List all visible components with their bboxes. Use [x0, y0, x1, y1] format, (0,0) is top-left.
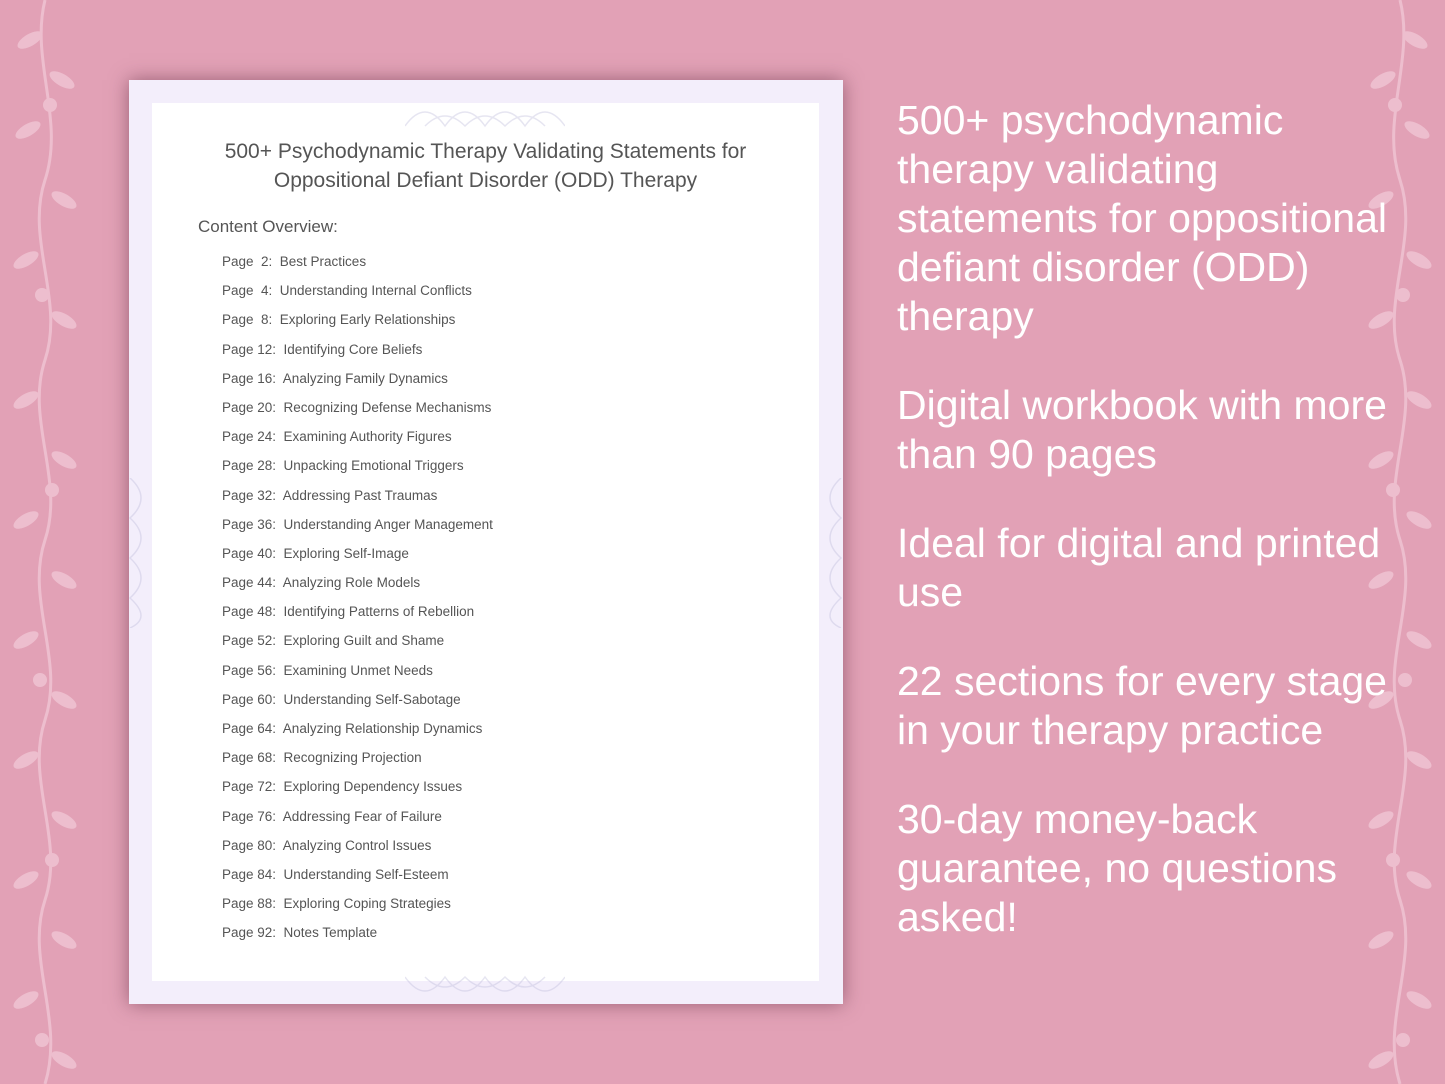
feature-statements: 500+ psychodynamic therapy validating statements for oppositional defiant disorder (ODD) therapy	[897, 97, 1387, 339]
document-page	[152, 103, 819, 981]
feature-list	[897, 96, 1397, 942]
feature-page-count: Digital workbook with more than 90 pages	[897, 382, 1387, 477]
toc-item: Page 16: Analyzing Family Dynamics	[222, 370, 448, 386]
toc-item: Page 32: Addressing Past Traumas	[222, 487, 438, 503]
toc-item: Page 8: Exploring Early Relationships	[222, 312, 456, 328]
toc-item: Page 4: Understanding Internal Conflicts	[222, 283, 472, 299]
mandala-icon	[405, 975, 565, 1005]
content-overview-heading: Content Overview:	[198, 217, 338, 236]
toc-item: Page 80: Analyzing Control Issues	[222, 837, 432, 853]
toc-item: Page 36: Understanding Anger Management	[222, 516, 493, 532]
toc-item: Page 20: Recognizing Defense Mechanisms	[222, 399, 492, 415]
feature-guarantee: 30-day money-back guarantee, no questions asked!	[897, 796, 1337, 940]
table-of-contents	[222, 254, 493, 955]
toc-item: Page 12: Identifying Core Beliefs	[222, 341, 423, 357]
mandala-icon	[128, 478, 152, 628]
toc-item: Page 44: Analyzing Role Models	[222, 575, 421, 591]
toc-item: Page 68: Recognizing Projection	[222, 750, 422, 766]
floral-vine-icon	[0, 0, 100, 1084]
toc-item: Page 88: Exploring Coping Strategies	[222, 896, 451, 912]
document-preview	[129, 80, 843, 1004]
toc-item: Page 92: Notes Template	[222, 925, 378, 941]
toc-item: Page 72: Exploring Dependency Issues	[222, 779, 463, 795]
feature-sections: 22 sections for every stage in your therapy practice	[897, 658, 1387, 753]
toc-item: Page 2: Best Practices	[222, 254, 367, 269]
document-title: 500+ Psychodynamic Therapy Validating Statements for Oppositional Defiant Disorder (ODD) Therapy	[224, 140, 747, 192]
toc-item: Page 60: Understanding Self-Sabotage	[222, 691, 461, 707]
toc-item: Page 52: Exploring Guilt and Shame	[222, 633, 445, 649]
toc-item: Page 84: Understanding Self-Esteem	[222, 866, 449, 882]
mandala-icon	[405, 98, 565, 128]
toc-item: Page 48: Identifying Patterns of Rebellion	[222, 604, 475, 620]
toc-item: Page 40: Exploring Self-Image	[222, 545, 409, 561]
toc-item: Page 64: Analyzing Relationship Dynamics	[222, 721, 483, 736]
toc-item: Page 24: Examining Authority Figures	[222, 429, 452, 445]
toc-item: Page 28: Unpacking Emotional Triggers	[222, 458, 464, 474]
toc-item: Page 56: Examining Unmet Needs	[222, 662, 433, 678]
feature-usage: Ideal for digital and printed use	[897, 520, 1381, 615]
toc-item: Page 76: Addressing Fear of Failure	[222, 808, 442, 824]
mandala-icon	[819, 478, 843, 628]
